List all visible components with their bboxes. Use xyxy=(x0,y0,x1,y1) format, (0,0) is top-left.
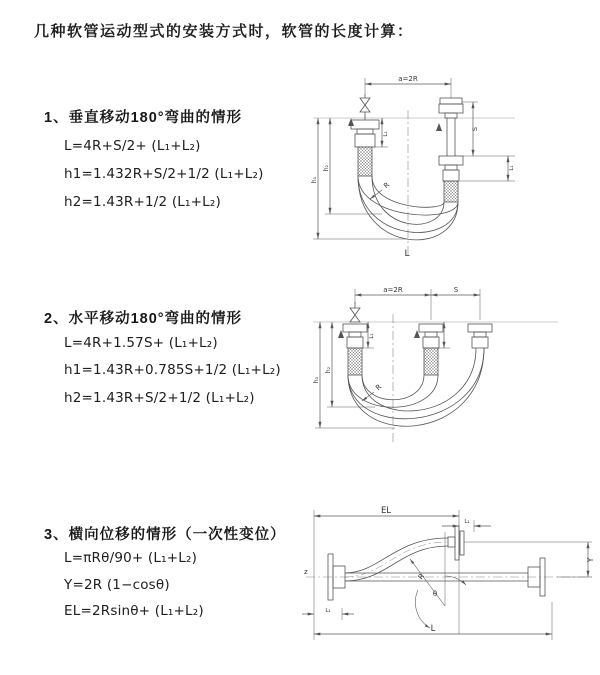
section-1-heading: 1、垂直移动180°弯曲的情形 xyxy=(44,110,243,126)
diagram-lateral-displacement xyxy=(302,502,600,654)
dimension-l1-top xyxy=(442,519,491,532)
label-theta: θ xyxy=(432,590,438,598)
dimension-l1-left xyxy=(302,608,354,620)
dimension-fitting-left xyxy=(374,118,389,147)
valve-icon xyxy=(360,94,370,120)
valve-icon xyxy=(350,302,360,322)
label-l: L xyxy=(404,249,410,259)
movement-arrow-right xyxy=(436,123,442,131)
right-fitting xyxy=(468,324,492,348)
label-y: Y xyxy=(586,557,595,563)
movement-arrow-left xyxy=(348,118,354,126)
section-3-formula-Y: Y=2R (1−cosθ) xyxy=(64,577,170,593)
left-fitting xyxy=(343,324,367,375)
section-2-formula-h2: h2=1.43R+S/2+1/2 (L₁+L₂) xyxy=(64,390,255,406)
section-2-formula-h1: h1=1.43R+0.785S+1/2 (L₁+L₂) xyxy=(64,362,281,378)
projection-lines xyxy=(314,510,552,640)
label-l1: L₁ xyxy=(369,333,375,339)
diagram-horizontal-movement-180 xyxy=(310,282,565,450)
right-pipe xyxy=(439,98,463,202)
label-l1-right: L₁ xyxy=(509,165,515,171)
hose-s-curve xyxy=(345,538,448,581)
section-3-heading: 3、横向位移的情形（一次性变位） xyxy=(44,527,286,543)
middle-fitting xyxy=(419,324,443,375)
section-2-heading: 2、水平移动180°弯曲的情形 xyxy=(44,311,243,327)
label-l1-top: L₁ xyxy=(464,519,470,525)
section-2-formula-L: L=4R+1.57S+ (L₁+L₂) xyxy=(64,335,218,351)
label-el: EL xyxy=(380,506,392,516)
dimension-el xyxy=(314,506,459,516)
dimension-stroke xyxy=(460,102,515,181)
label-h1: h₁ xyxy=(313,376,320,384)
section-3-formula-L: L=πRθ/90+ (L₁+L₂) xyxy=(64,550,198,566)
section-1-formula-h1: h1=1.432R+S/2+1/2 (L₁+L₂) xyxy=(64,166,264,182)
label-s: S xyxy=(453,286,459,294)
label-a2r: a=2R xyxy=(383,286,403,294)
upper-flange xyxy=(448,526,464,560)
dimension-y xyxy=(464,542,595,577)
label-a2r: a=2R xyxy=(398,75,418,83)
section-3-formula-EL: EL=2Rsinθ+ (L₁+L₂) xyxy=(64,603,204,619)
label-l: L xyxy=(430,624,436,634)
radius-callout xyxy=(362,383,383,401)
label-l1-left: L₁ xyxy=(325,608,331,614)
left-fitting xyxy=(351,120,379,176)
label-h2: h₂ xyxy=(323,164,330,172)
label-l1-left: L₁ xyxy=(383,131,389,137)
section-1-formula-L: L=4R+S/2+ (L₁+L₂) xyxy=(64,138,201,154)
diagram-vertical-movement-180 xyxy=(310,68,555,263)
label-r: R xyxy=(374,382,384,393)
label-h1: h₁ xyxy=(311,176,318,184)
label-r: R xyxy=(382,180,392,191)
dimension-width-stroke xyxy=(355,286,480,320)
radius-angle-callout xyxy=(410,559,466,628)
dimension-l xyxy=(314,624,552,634)
dimension-heights xyxy=(311,118,408,239)
label-r: R xyxy=(416,572,427,582)
page-title: 几种软管运动型式的安装方式时，软管的长度计算： xyxy=(34,23,414,40)
dimension-width xyxy=(365,75,451,98)
label-s: S xyxy=(471,126,479,132)
section-1-formula-h2: h2=1.43R+1/2 (L₁+L₂) xyxy=(64,194,221,210)
axis-mark: z xyxy=(304,568,308,576)
hose-u-bends xyxy=(348,348,484,426)
label-h2: h₂ xyxy=(325,366,332,374)
